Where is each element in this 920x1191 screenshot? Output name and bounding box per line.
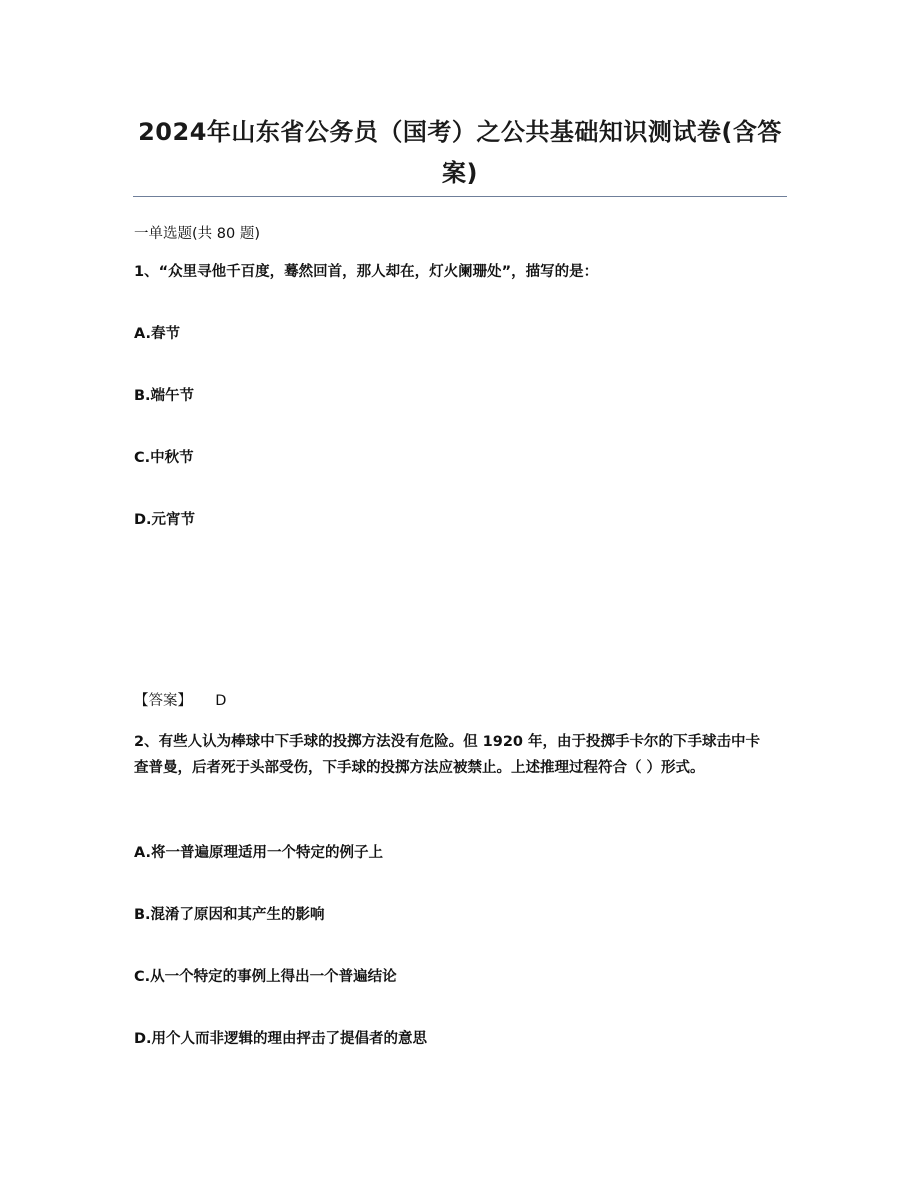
answer-label: 【答案】 — [134, 693, 192, 709]
question-1-option-c: C.中秋节 — [134, 450, 194, 466]
question-2-option-d: D.用个人而非逻辑的理由抨击了提倡者的意思 — [134, 1031, 428, 1047]
question-2-option-c: C.从一个特定的事例上得出一个普遍结论 — [134, 969, 397, 985]
title-divider — [133, 196, 787, 197]
document-title: 2024年山东省公务员（国考）之公共基础知识测试卷(含答案) — [138, 118, 782, 187]
question-2-option-a: A.将一普遍原理适用一个特定的例子上 — [134, 845, 383, 861]
section-header: 一单选题(共 80 题) — [134, 226, 260, 242]
question-1-option-a: A.春节 — [134, 326, 180, 342]
answer-value: D — [215, 693, 227, 709]
question-2-stem: 2、有些人认为棒球中下手球的投掷方法没有危险。但 1920 年，由于投掷手卡尔的下手球击中卡查普曼，后者死于头部受伤，下手球的投掷方法应被禁止。上述推理过程符合（ ）形式。 — [134, 734, 761, 776]
question-1-answer — [134, 691, 226, 711]
question-1-option-d: D.元宵节 — [134, 512, 196, 528]
question-1-option-b: B.端午节 — [134, 388, 195, 404]
question-2-option-b: B.混淆了原因和其产生的影响 — [134, 907, 325, 923]
question-1-stem: 1、“众里寻他千百度，蓦然回首，那人却在，灯火阑珊处”，描写的是： — [134, 264, 599, 280]
